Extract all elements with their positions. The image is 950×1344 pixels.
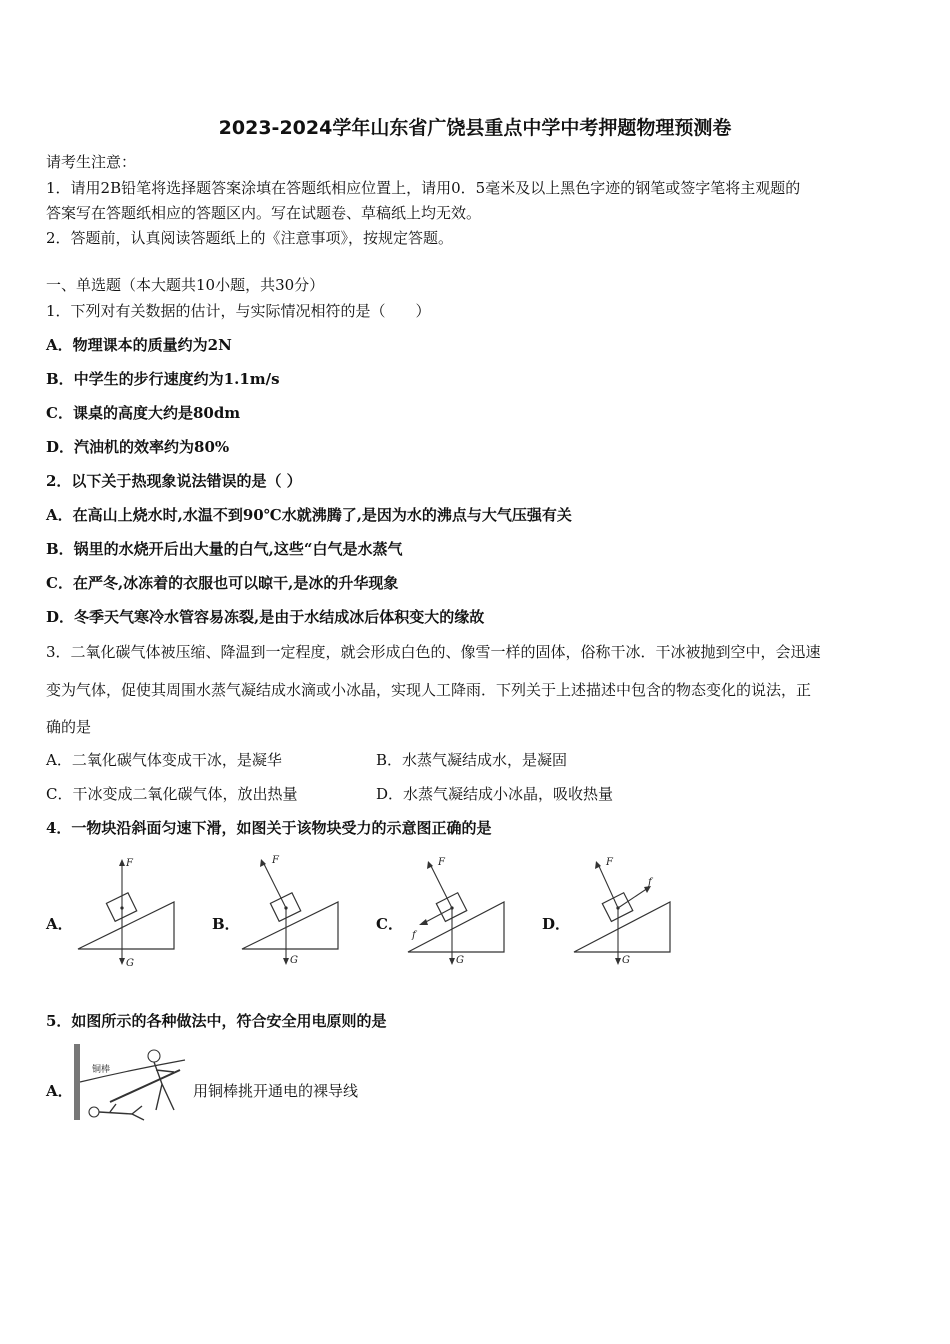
label-G: G <box>126 958 134 969</box>
q4-figure-c <box>404 852 514 972</box>
q3-line-2: 变为气体，促使其周围水蒸气凝结成水滴或小冰晶，实现人工降雨．下列关于上述描述中包含的物态变化的说法，正 <box>46 681 812 699</box>
q1-option-a: A．物理课本的质量约为2N <box>46 336 232 354</box>
q5-option-a-text: 用铜棒挑开通电的裸导线 <box>193 1082 359 1100</box>
pole <box>74 1044 80 1120</box>
q1-option-b: B．中学生的步行速度约为1.1m/s <box>46 370 280 388</box>
q4-stem: 4．一物块沿斜面匀速下滑，如图关于该物块受力的示意图正确的是 <box>46 819 492 837</box>
img-label-copper: 铜棒 <box>92 1065 111 1075</box>
notice-line-1a: 1．请用2B铅笔将选择题答案涂填在答题纸相应位置上，请用0．5毫米及以上黑色字迹的钢笔或签字笔将主观题的 <box>46 179 801 197</box>
q4-figure-d <box>570 852 680 972</box>
q5-option-a-label: A． <box>46 1082 73 1100</box>
q4-label-d: D． <box>542 915 571 933</box>
notice-heading: 请考生注意： <box>46 153 137 171</box>
q3-option-d: D．水蒸气凝结成小冰晶，吸收热量 <box>376 785 614 803</box>
label-F: F <box>126 858 133 869</box>
page-title: 2023-2024学年山东省广饶县重点中学中考押题物理预测卷 <box>218 117 732 139</box>
label-F: F <box>438 857 445 868</box>
copper-rod <box>110 1070 180 1102</box>
section-heading: 一、单选题（本大题共10小题，共30分） <box>46 276 325 294</box>
standing-person <box>148 1050 174 1110</box>
label-G: G <box>622 955 630 966</box>
q2-option-c: C．在严冬,冰冻着的衣服也可以晾干,是冰的升华现象 <box>46 574 399 592</box>
q3-option-a: A．二氧化碳气体变成干冰，是凝华 <box>46 751 282 769</box>
q5-illustration <box>70 1040 195 1126</box>
q1-option-c: C．课桌的高度大约是80dm <box>46 404 241 422</box>
q4-label-b: B． <box>212 915 240 933</box>
notice-line-2: 2．答题前，认真阅读答题纸上的《注意事项》，按规定答题。 <box>46 229 454 247</box>
label-f: f <box>648 877 652 888</box>
q3-line-3: 确的是 <box>46 718 92 736</box>
q3-line-1: 3．二氧化碳气体被压缩、降温到一定程度，就会形成白色的、像雪一样的固体，俗称干冰．干冰被抛到空中，会迅速 <box>46 643 821 661</box>
q2-option-d: D．冬季天气寒冷水管容易冻裂,是由于水结成冰后体积变大的缘故 <box>46 608 485 626</box>
label-F: F <box>606 857 613 868</box>
q2-stem: 2．以下关于热现象说法错误的是（ ） <box>46 472 302 490</box>
q4-label-a: A． <box>46 915 73 933</box>
q1-stem: 1．下列对有关数据的估计，与实际情况相符的是（ ） <box>46 302 431 320</box>
label-F: F <box>272 855 279 866</box>
notice-line-1b: 答案写在答题纸相应的答题区内。写在试题卷、草稿纸上均无效。 <box>46 204 482 222</box>
q3-option-c: C．干冰变成二氧化碳气体，放出热量 <box>46 785 298 803</box>
q4-figure-a <box>74 852 184 972</box>
q4-figure-b <box>238 852 348 972</box>
label-G: G <box>456 955 464 966</box>
q2-option-a: A．在高山上烧水时,水温不到90℃水就沸腾了,是因为水的沸点与大气压强有关 <box>46 506 572 524</box>
label-f: f <box>412 930 416 941</box>
q1-option-d: D．汽油机的效率约为80% <box>46 438 230 456</box>
q4-label-c: C． <box>376 915 403 933</box>
q3-option-b: B．水蒸气凝结成水，是凝固 <box>376 751 568 769</box>
lying-person <box>89 1104 144 1120</box>
q2-option-b: B．锅里的水烧开后出大量的白气,这些“白气是水蒸气 <box>46 540 403 558</box>
label-G: G <box>290 955 298 966</box>
q5-stem: 5．如图所示的各种做法中，符合安全用电原则的是 <box>46 1012 387 1030</box>
